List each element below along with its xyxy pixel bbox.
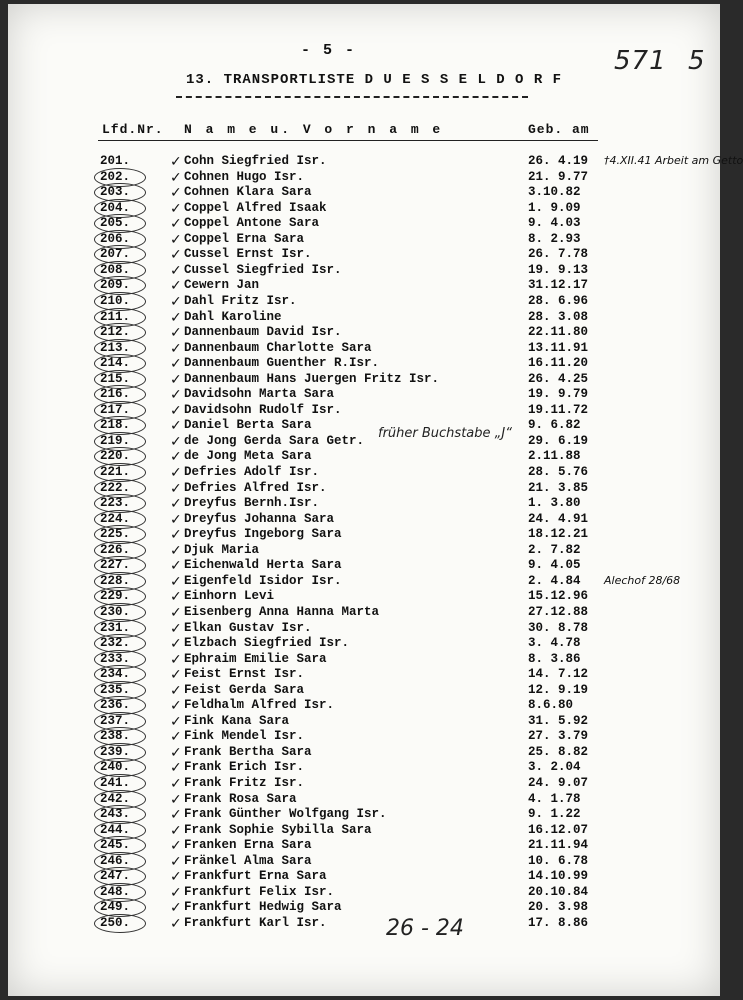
birth-date: 10. 6.78	[528, 853, 589, 868]
row-number: 220.	[100, 449, 131, 464]
row-number: 219.	[100, 433, 131, 448]
checkmark-icon: ✓	[170, 542, 182, 559]
person-name: Dreyfus Johanna Sara	[184, 511, 335, 526]
row-number: 236.	[100, 698, 131, 713]
checkmark-icon: ✓	[170, 465, 182, 481]
checkmark-icon: ✓	[170, 480, 182, 497]
row-number: 227.	[100, 558, 131, 573]
person-name: Coppel Antone Sara	[184, 216, 320, 231]
person-name: Coppel Alfred Isaak	[184, 200, 327, 215]
checkmark-icon: ✓	[170, 325, 182, 342]
birth-date: 9. 4.03	[528, 216, 581, 231]
row-number: 225.	[100, 527, 131, 542]
birth-date: 28. 5.76	[528, 465, 589, 479]
row-number: 224.	[100, 511, 131, 526]
birth-date: 26. 7.78	[528, 247, 589, 262]
checkmark-icon: ✓	[170, 822, 182, 839]
checkmark-icon: ✓	[170, 356, 182, 373]
person-name: Coppel Erna Sara	[184, 231, 305, 246]
row-number: 233.	[100, 651, 131, 666]
row-number: 249.	[100, 900, 131, 915]
birth-date: 1. 3.80	[528, 496, 581, 511]
birth-date: 28. 6.96	[528, 293, 589, 308]
row-number: 235.	[100, 682, 131, 697]
checkmark-icon: ✓	[170, 262, 182, 279]
person-name: Dannenbaum Hans Juergen Fritz Isr.	[184, 371, 440, 386]
column-header-nr: Lfd.Nr.	[102, 122, 164, 137]
person-name: Cohnen Hugo Isr.	[184, 169, 305, 184]
checkmark-icon: ✓	[170, 558, 182, 575]
person-name: Fink Kana Sara	[184, 713, 290, 728]
checkmark-icon: ✓	[170, 744, 182, 761]
row-number: 203.	[100, 185, 131, 200]
row-number: 223.	[100, 496, 131, 511]
birth-date: 29. 6.19	[528, 433, 589, 448]
row-number: 209.	[100, 278, 131, 293]
row-number: 231.	[100, 620, 131, 635]
checkmark-icon: ✓	[170, 511, 182, 528]
row-number: 237.	[100, 713, 131, 728]
title-underline	[176, 96, 528, 98]
row-number: 211.	[100, 309, 131, 324]
birth-date: 3.10.82	[528, 185, 581, 200]
row-number: 250.	[100, 915, 131, 930]
checkmark-icon: ✓	[170, 869, 182, 886]
birth-date: 26. 4.25	[528, 371, 589, 386]
person-name: Daniel Berta Sara	[184, 418, 312, 433]
checkmark-icon: ✓	[170, 309, 182, 326]
birth-date: 31.12.17	[528, 278, 589, 293]
birth-date: 16.11.20	[528, 356, 589, 371]
person-name: Frank Erich Isr.	[184, 760, 305, 775]
row-number: 221.	[100, 465, 131, 479]
birth-date: 3. 4.78	[528, 636, 581, 651]
row-number: 238.	[100, 729, 131, 744]
person-name: Dahl Karoline	[184, 309, 282, 324]
checkmark-icon: ✓	[170, 402, 182, 419]
birth-date: 19. 9.13	[528, 262, 589, 277]
birth-date: 13.11.91	[528, 340, 589, 355]
row-number: 240.	[100, 760, 131, 775]
row-number: 213.	[100, 340, 131, 355]
checkmark-icon: ✓	[170, 340, 182, 357]
birth-date: 21. 3.85	[528, 480, 589, 495]
checkmark-icon: ✓	[170, 418, 182, 435]
row-number: 245.	[100, 838, 131, 853]
person-name: Dreyfus Bernh.Isr.	[184, 496, 320, 511]
person-name: Frankfurt Felix Isr.	[184, 884, 335, 899]
birth-date: 24. 4.91	[528, 511, 589, 526]
birth-date: 31. 5.92	[528, 713, 589, 728]
checkmark-icon: ✓	[170, 853, 182, 870]
handwritten-bottom-note: 26 - 24	[386, 916, 464, 941]
birth-date: 19. 9.79	[528, 387, 589, 402]
row-number: 205.	[100, 216, 131, 231]
birth-date: 9. 6.82	[528, 418, 581, 433]
person-name: Defries Adolf Isr.	[184, 465, 320, 479]
person-name: Feldhalm Alfred Isr.	[184, 698, 335, 713]
birth-date: 8. 2.93	[528, 231, 581, 246]
row-number: 201.	[100, 154, 131, 168]
checkmark-icon: ✓	[170, 791, 182, 808]
person-name: Cohnen Klara Sara	[184, 185, 312, 200]
person-name: Frank Sophie Sybilla Sara	[184, 822, 372, 837]
birth-date: 24. 9.07	[528, 776, 589, 790]
person-name: Frankfurt Karl Isr.	[184, 915, 327, 930]
checkmark-icon: ✓	[170, 713, 182, 730]
row-number: 247.	[100, 869, 131, 884]
checkmark-icon: ✓	[170, 433, 182, 450]
birth-date: 27.12.88	[528, 604, 589, 619]
birth-date: 18.12.21	[528, 527, 589, 542]
header-underline	[98, 140, 598, 141]
row-number: 228.	[100, 573, 131, 588]
list-row	[8, 916, 720, 932]
person-name: Einhorn Levi	[184, 589, 275, 604]
handwritten-reference-2: 5	[688, 46, 705, 76]
person-name: de Jong Gerda Sara Getr.	[184, 433, 365, 448]
row-number: 239.	[100, 744, 131, 759]
person-name: Elzbach Siegfried Isr.	[184, 636, 350, 651]
person-name: Eigenfeld Isidor Isr.	[184, 573, 342, 588]
birth-date: 9. 1.22	[528, 807, 581, 822]
row-number: 248.	[100, 884, 131, 899]
checkmark-icon: ✓	[170, 651, 182, 668]
person-name: de Jong Meta Sara	[184, 449, 312, 464]
row-number: 217.	[100, 402, 131, 417]
person-name: Davidsohn Marta Sara	[184, 387, 335, 402]
row-number: 208.	[100, 262, 131, 277]
checkmark-icon: ✓	[170, 838, 182, 855]
checkmark-icon: ✓	[170, 776, 182, 792]
person-name: Dreyfus Ingeborg Sara	[184, 527, 342, 542]
column-header-name: N a m e u. V o r n a m e	[184, 122, 444, 137]
person-name: Defries Alfred Isr.	[184, 480, 327, 495]
handwritten-reference: 571	[614, 46, 667, 76]
checkmark-icon: ✓	[170, 527, 182, 544]
person-name: Elkan Gustav Isr.	[184, 620, 312, 635]
person-name: Ephraim Emilie Sara	[184, 651, 327, 666]
page-title: 13. TRANSPORTLISTE D U E S S E L D O R F	[186, 72, 563, 88]
checkmark-icon: ✓	[170, 371, 182, 388]
birth-date: 20.10.84	[528, 884, 589, 899]
checkmark-icon: ✓	[170, 154, 182, 170]
checkmark-icon: ✓	[170, 900, 182, 917]
birth-date: 19.11.72	[528, 402, 589, 417]
row-number: 241.	[100, 776, 131, 790]
birth-date: 9. 4.05	[528, 558, 581, 573]
birth-date: 17. 8.86	[528, 915, 589, 930]
birth-date: 15.12.96	[528, 589, 589, 604]
birth-date: 2. 7.82	[528, 542, 581, 557]
checkmark-icon: ✓	[170, 496, 182, 513]
checkmark-icon: ✓	[170, 667, 182, 684]
person-name: Feist Gerda Sara	[184, 682, 305, 697]
birth-date: 2. 4.84	[528, 573, 581, 588]
checkmark-icon: ✓	[170, 573, 182, 590]
birth-date: 21.11.94	[528, 838, 589, 853]
person-name: Dannenbaum Charlotte Sara	[184, 340, 372, 355]
checkmark-icon: ✓	[170, 185, 182, 202]
row-number: 207.	[100, 247, 131, 262]
checkmark-icon: ✓	[170, 884, 182, 901]
page-number: - 5 -	[301, 42, 357, 59]
person-name: Feist Ernst Isr.	[184, 667, 305, 682]
person-name: Dahl Fritz Isr.	[184, 293, 297, 308]
birth-date: 16.12.07	[528, 822, 589, 837]
column-header-birthdate: Geb. am	[528, 122, 590, 137]
checkmark-icon: ✓	[170, 698, 182, 715]
birth-date: 21. 9.77	[528, 169, 589, 184]
person-name: Frankfurt Hedwig Sara	[184, 900, 342, 915]
checkmark-icon: ✓	[170, 200, 182, 217]
person-name: Davidsohn Rudolf Isr.	[184, 402, 342, 417]
checkmark-icon: ✓	[170, 589, 182, 606]
birth-date: 30. 8.78	[528, 620, 589, 635]
row-number: 202.	[100, 169, 131, 184]
birth-date: 27. 3.79	[528, 729, 589, 744]
row-number: 242.	[100, 791, 131, 806]
birth-date: 8. 3.86	[528, 651, 581, 666]
handwritten-annotation: Alechof 28/68	[604, 573, 681, 587]
row-number: 216.	[100, 387, 131, 402]
checkmark-icon: ✓	[170, 729, 182, 746]
birth-date: 3. 2.04	[528, 760, 581, 775]
checkmark-icon: ✓	[170, 604, 182, 621]
birth-date: 14. 7.12	[528, 667, 589, 682]
row-number: 212.	[100, 325, 131, 340]
list-row	[8, 605, 720, 621]
checkmark-icon: ✓	[170, 760, 182, 777]
row-number: 215.	[100, 371, 131, 386]
birth-date: 20. 3.98	[528, 900, 589, 915]
row-number: 206.	[100, 231, 131, 246]
birth-date: 4. 1.78	[528, 791, 581, 806]
birth-date: 8.6.80	[528, 698, 574, 713]
person-name: Franken Erna Sara	[184, 838, 312, 853]
document-page	[8, 4, 743, 996]
birth-date: 2.11.88	[528, 449, 581, 464]
checkmark-icon: ✓	[170, 449, 182, 466]
birth-date: 25. 8.82	[528, 744, 589, 759]
handwritten-side-note: früher Buchstabe „J“	[378, 426, 512, 441]
person-name: Frank Günther Wolfgang Isr.	[184, 807, 387, 822]
person-name: Fränkel Alma Sara	[184, 853, 312, 868]
row-number: 222.	[100, 480, 131, 495]
person-name: Frank Rosa Sara	[184, 791, 297, 806]
row-number: 226.	[100, 542, 131, 557]
person-name: Cussel Ernst Isr.	[184, 247, 312, 262]
handwritten-annotation: †4.XII.41 Arbeit am Getto	[604, 154, 743, 167]
checkmark-icon: ✓	[170, 915, 182, 932]
person-name: Frank Bertha Sara	[184, 744, 312, 759]
person-name: Fink Mendel Isr.	[184, 729, 305, 744]
checkmark-icon: ✓	[170, 231, 182, 248]
birth-date: 14.10.99	[528, 869, 589, 884]
person-name: Frankfurt Erna Sara	[184, 869, 327, 884]
row-number: 230.	[100, 604, 131, 619]
birth-date: 22.11.80	[528, 325, 589, 340]
row-number: 204.	[100, 200, 131, 215]
row-number: 232.	[100, 636, 131, 651]
birth-date: 26. 4.19	[528, 154, 589, 168]
birth-date: 28. 3.08	[528, 309, 589, 324]
row-number: 229.	[100, 589, 131, 604]
person-name: Djuk Maria	[184, 542, 260, 557]
checkmark-icon: ✓	[170, 169, 182, 186]
row-number: 243.	[100, 807, 131, 822]
checkmark-icon: ✓	[170, 247, 182, 264]
checkmark-icon: ✓	[170, 620, 182, 637]
checkmark-icon: ✓	[170, 216, 182, 233]
row-number: 244.	[100, 822, 131, 837]
person-name: Cohn Siegfried Isr.	[184, 154, 327, 168]
birth-date: 12. 9.19	[528, 682, 589, 697]
checkmark-icon: ✓	[170, 278, 182, 295]
person-name: Dannenbaum David Isr.	[184, 325, 342, 340]
list-row	[8, 294, 720, 310]
checkmark-icon: ✓	[170, 387, 182, 404]
person-name: Dannenbaum Guenther R.Isr.	[184, 356, 380, 371]
row-number: 246.	[100, 853, 131, 868]
checkmark-icon: ✓	[170, 293, 182, 310]
row-number: 210.	[100, 293, 131, 308]
person-name: Eisenberg Anna Hanna Marta	[184, 604, 380, 619]
checkmark-icon: ✓	[170, 682, 182, 699]
row-number: 218.	[100, 418, 131, 433]
person-name: Eichenwald Herta Sara	[184, 558, 342, 573]
person-name: Cussel Siegfried Isr.	[184, 262, 342, 277]
person-name: Cewern Jan	[184, 278, 260, 293]
birth-date: 1. 9.09	[528, 200, 581, 215]
row-number: 234.	[100, 667, 131, 682]
checkmark-icon: ✓	[170, 636, 182, 653]
row-number: 214.	[100, 356, 131, 371]
person-name: Frank Fritz Isr.	[184, 776, 305, 790]
checkmark-icon: ✓	[170, 807, 182, 824]
